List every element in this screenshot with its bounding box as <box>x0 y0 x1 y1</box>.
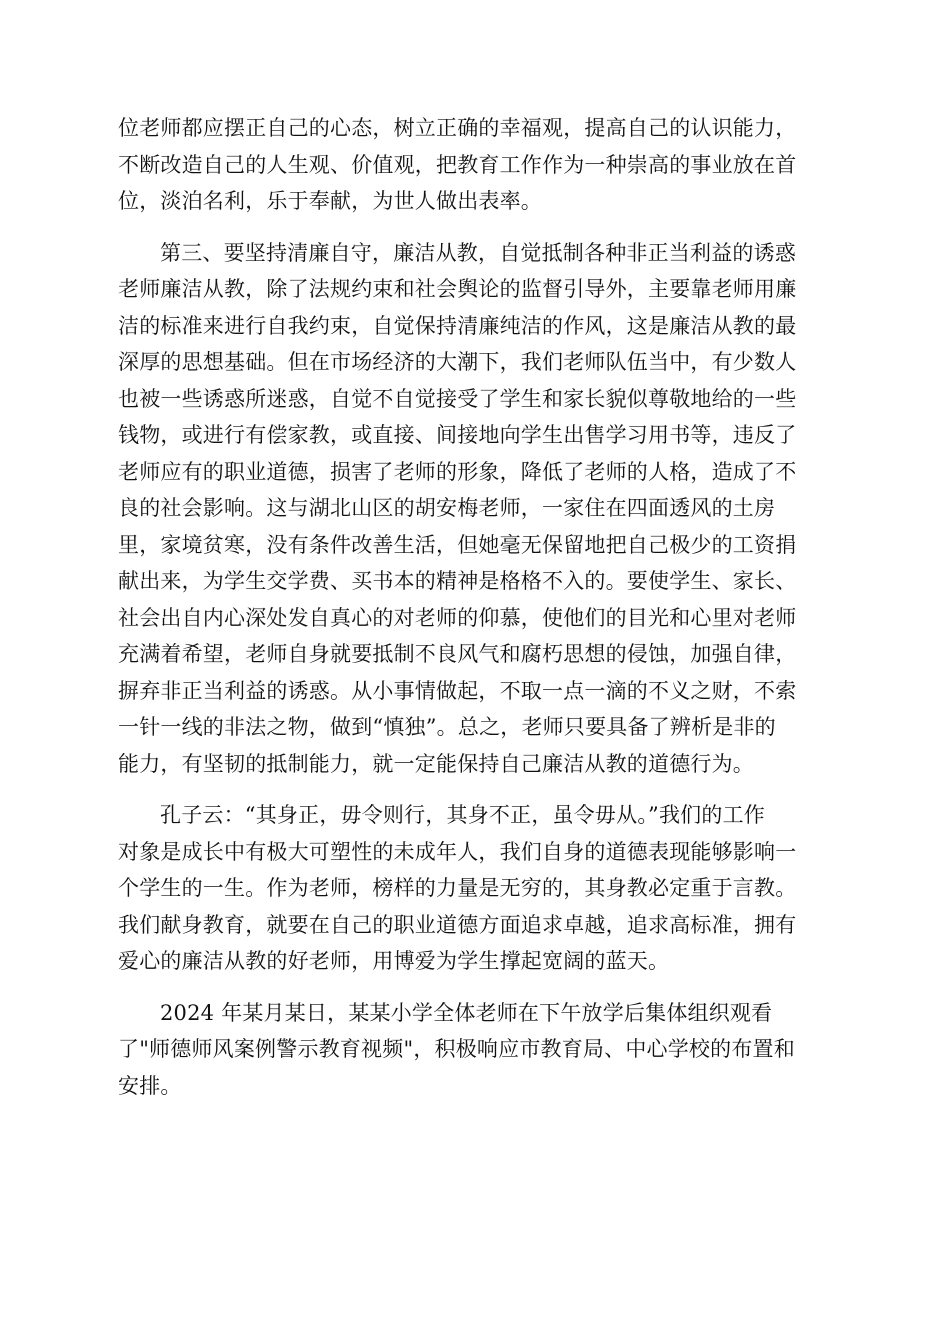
text-line: 里，家境贫寒，没有条件改善生活，但她毫无保留地把自己极少的工资捐 <box>118 532 797 557</box>
text-line: 个学生的一生。作为老师，榜样的力量是无穷的，其身教必定重于言教。 <box>118 876 797 900</box>
text-line: 也被一些诱惑所迷惑，自觉不自觉接受了学生和家长貌似尊敬地给的一些 <box>118 386 797 411</box>
paragraph-integrity <box>118 235 834 783</box>
text-line: 不断改造自己的人生观、价值观，把教育工作作为一种崇高的事业放在首 <box>118 152 797 177</box>
paragraph-event <box>118 995 834 1105</box>
text-line: 洁的标准来进行自我约束，自觉保持清廉纯洁的作风，这是廉洁从教的最 <box>118 313 797 338</box>
text-line: 对象是成长中有极大可塑性的未成年人，我们自身的道德表现能够影响一 <box>118 839 797 864</box>
text-line: 充满着希望，老师自身就要抵制不良风气和腐朽思想的侵蚀，加强自律， <box>118 642 797 666</box>
text-line: 能力，有坚韧的抵制能力，就一定能保持自己廉洁从教的道德行为。 <box>118 751 754 776</box>
text-line: 2024 年某月某日，某某小学全体老师在下午放学后集体组织观看 <box>160 1000 773 1025</box>
text-line: 深厚的思想基础。但在市场经济的大潮下，我们老师队伍当中，有少数人 <box>118 350 797 374</box>
text-line: 位老师都应摆正自己的心态，树立正确的幸福观，提高自己的认识能力， <box>118 116 797 140</box>
text-line: 了"师德师风案例警示教育视频"，积极响应市教育局、中心学校的布置和 <box>118 1037 795 1061</box>
text-line: 安排。 <box>118 1073 182 1098</box>
text-line: 一针一线的非法之物，做到“慎独”。总之，老师只要具备了辨析是非的 <box>118 715 776 739</box>
text-line: 摒弃非正当利益的诱惑。从小事情做起，不取一点一滴的不义之财，不索 <box>118 678 797 703</box>
text-line: 爱心的廉洁从教的好老师，用博爱为学生撑起宽阔的蓝天。 <box>118 949 670 973</box>
text-line: 孔子云：“其身正，毋令则行，其身不正，虽令毋从。”我们的工作 <box>160 803 765 827</box>
text-line: 献出来，为学生交学费、买书本的精神是格格不入的。要使学生、家长、 <box>118 569 797 593</box>
text-line: 老师廉洁从教，除了法规约束和社会舆论的监督引导外，主要靠老师用廉 <box>118 277 797 301</box>
text-line: 第三、要坚持清廉自守，廉洁从教，自觉抵制各种非正当利益的诱惑 <box>160 240 796 265</box>
text-line: 我们献身教育，就要在自己的职业道德方面追求卓越，追求高标准，拥有 <box>118 912 797 937</box>
text-line: 良的社会影响。这与湖北山区的胡安梅老师，一家住在四面透风的土房 <box>118 496 776 520</box>
paragraph-confucius <box>118 797 834 980</box>
text-line: 钱物，或进行有偿家教，或直接、间接地向学生出售学习用书等，违反了 <box>118 423 797 447</box>
text-line: 老师应有的职业道德，损害了老师的形象，降低了老师的人格，造成了不 <box>118 459 797 484</box>
paragraph-continuation <box>118 110 834 220</box>
document-page <box>118 110 834 1119</box>
text-line: 位，淡泊名利，乐于奉献，为世人做出表率。 <box>118 189 542 213</box>
text-line: 社会出自内心深处发自真心的对老师的仰慕，使他们的目光和心里对老师 <box>118 605 797 630</box>
